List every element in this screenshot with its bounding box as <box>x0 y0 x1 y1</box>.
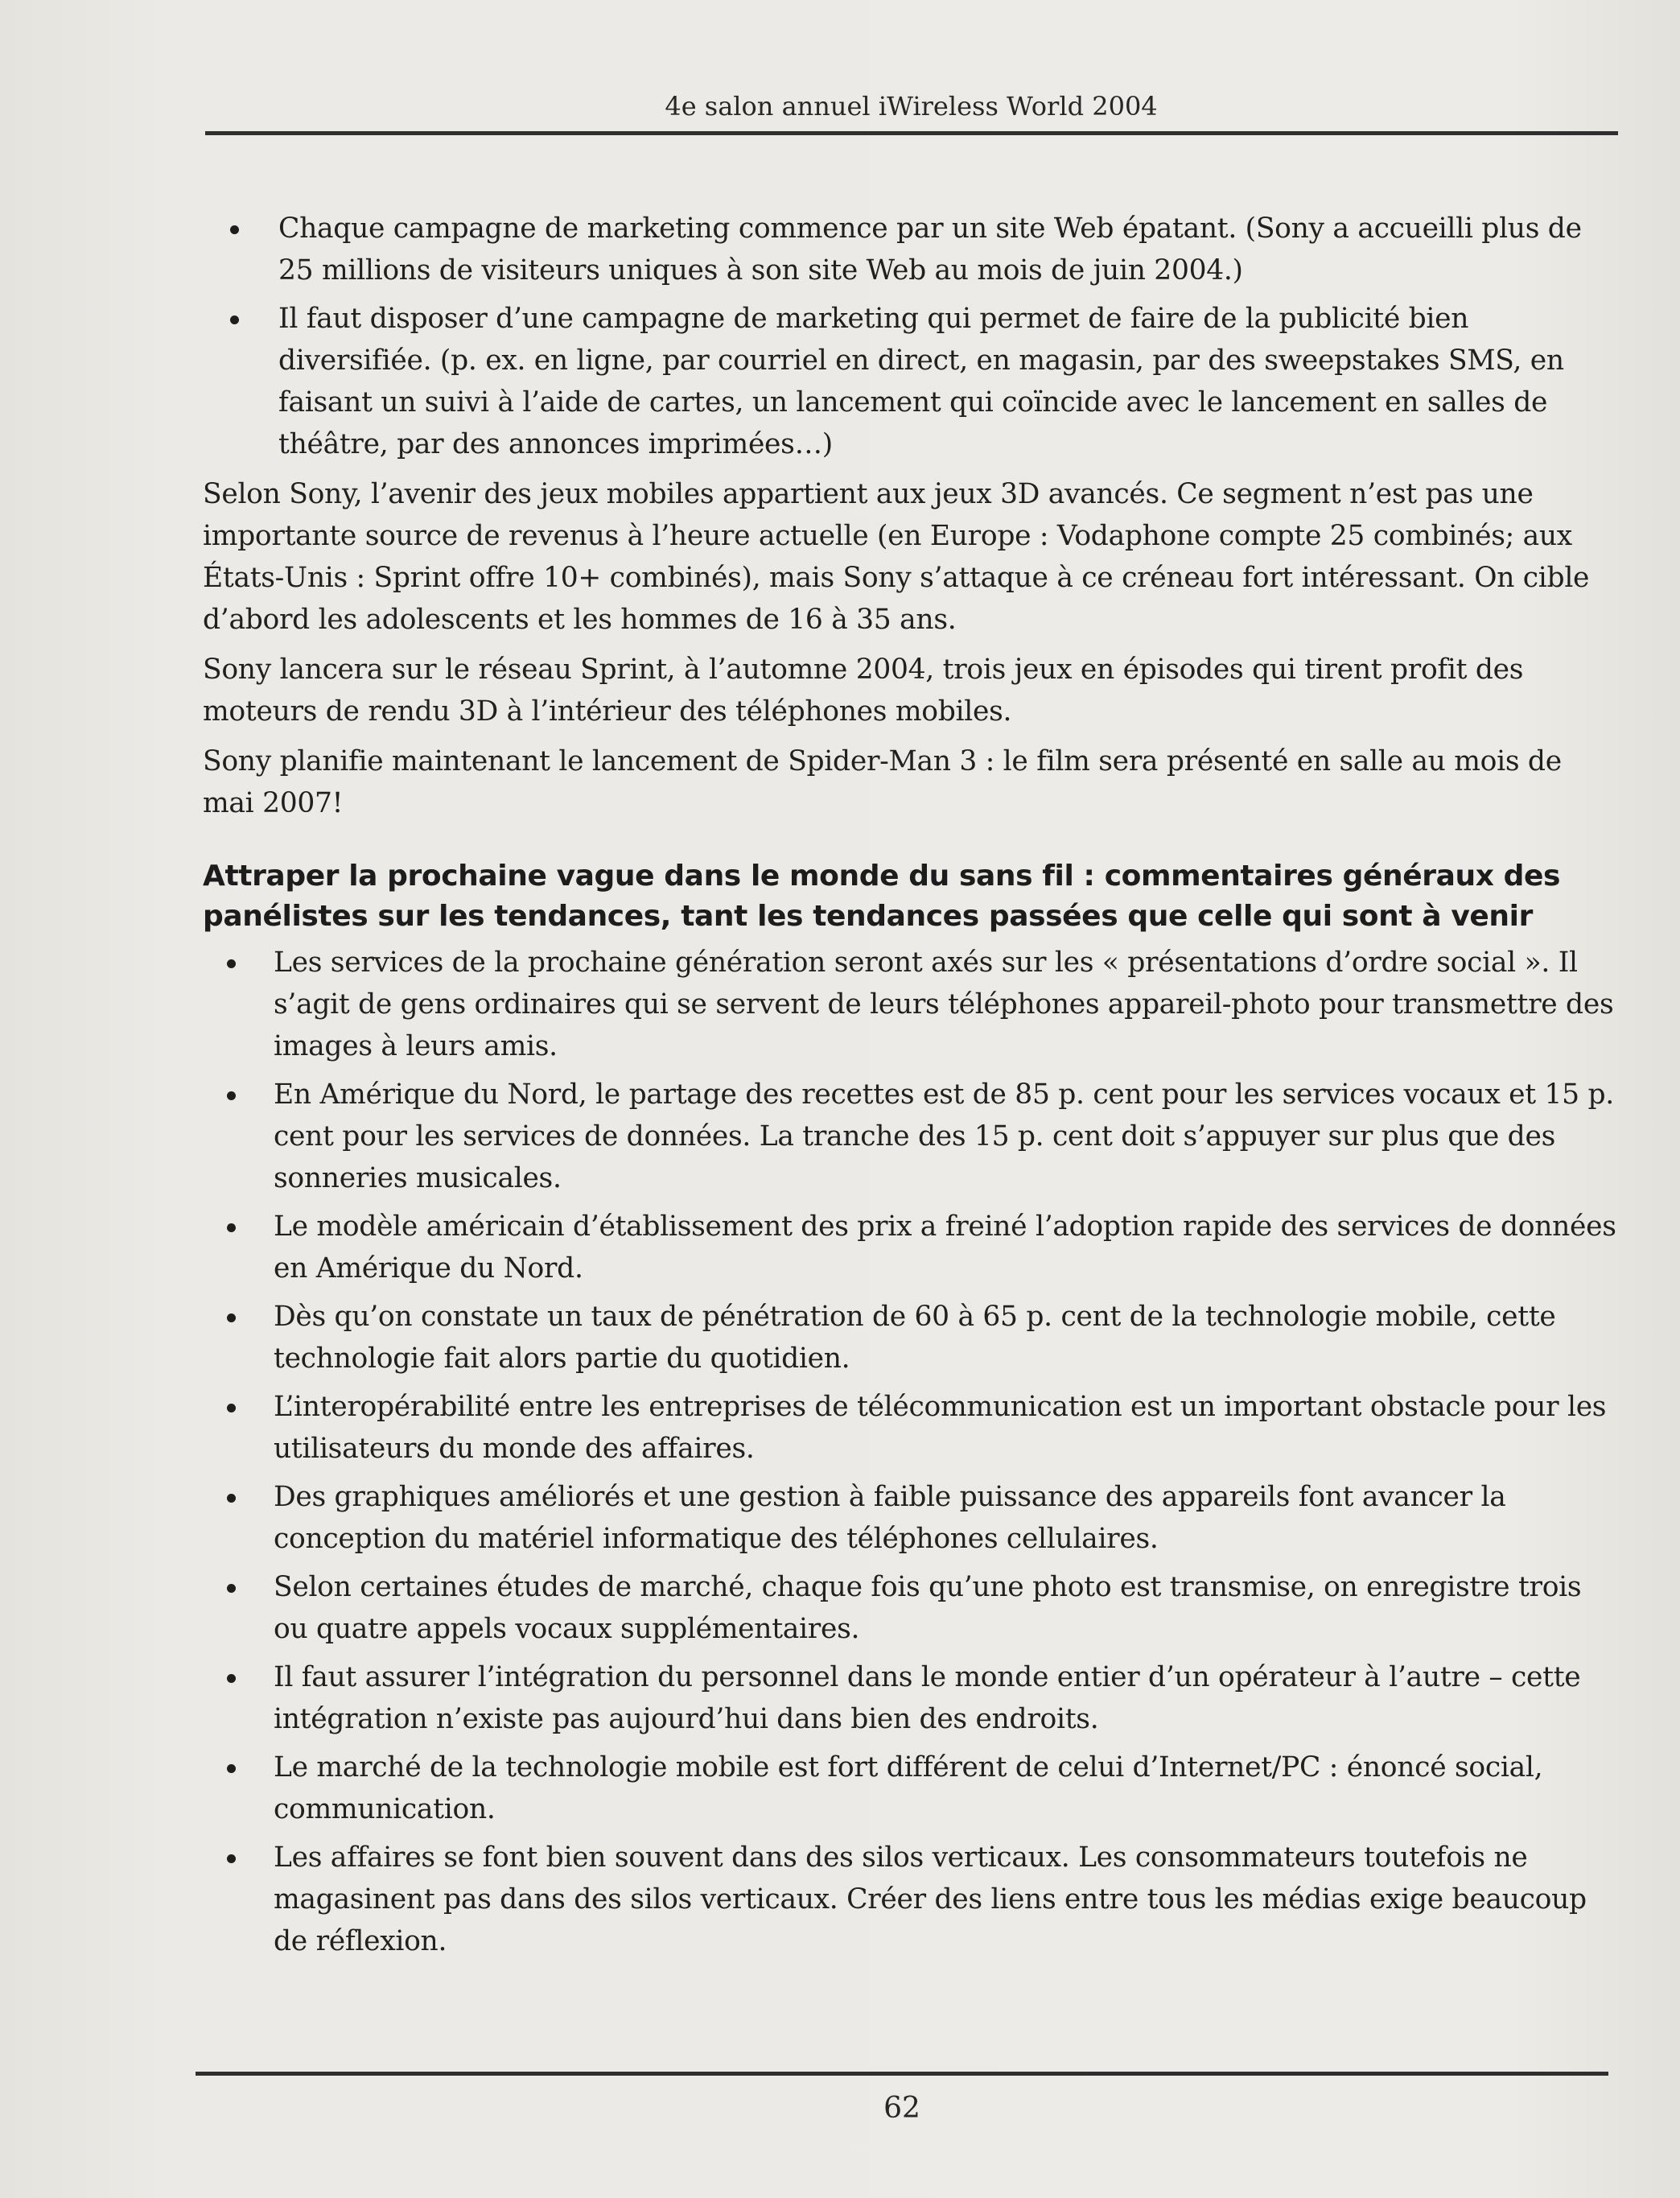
page-number: 62 <box>883 2092 920 2125</box>
list-item <box>203 1206 1619 1289</box>
list-item-text: En Amérique du Nord, le partage des recettes est de 85 p. cent pour les services vocaux et 15 p. cent pour les services de données. La tranche des 15 p. cent doit s’appuyer sur plus que des sonneries musicales. <box>274 1078 1614 1194</box>
list-item <box>203 1656 1619 1740</box>
list-item-text: Le modèle américain d’établissement des prix a freiné l’adoption rapide des services de données en Amérique du Nord. <box>274 1210 1616 1285</box>
bullet-icon <box>227 1674 236 1683</box>
header-rule <box>205 131 1618 135</box>
bullet-icon <box>227 959 236 968</box>
list-item <box>203 1746 1619 1830</box>
list-item <box>203 1837 1619 1962</box>
list-item-text: Les services de la prochaine génération seront axés sur les « présentations d’ordre social ». Il s’agit de gens ordinaires qui se servent de leurs téléphones appareil-photo pour transmettre des images à leurs amis. <box>274 946 1614 1062</box>
bullet-icon <box>227 1404 236 1412</box>
list-item <box>203 1476 1619 1560</box>
list-item <box>203 1296 1619 1379</box>
bullet-icon <box>230 315 239 324</box>
bullet-icon <box>227 1854 236 1863</box>
list-item-text: Il faut disposer d’une campagne de marketing qui permet de faire de la publicité bien diversifiée. (p. ex. en ligne, par courriel en direct, en magasin, par des sweepstakes SMS, en faisant un suivi à l’aide de cartes, un lancement qui coïncide avec le lancement en salles de théâtre, par des annonces imprimées…) <box>278 303 1564 460</box>
list-item <box>203 1386 1619 1470</box>
bullet-list-trends <box>203 942 1619 1962</box>
list-item-text: Dès qu’on constate un taux de pénétration de 60 à 65 p. cent de la technologie mobile, cette technologie fait alors partie du quotidien. <box>274 1301 1556 1375</box>
running-header: 4e salon annuel iWireless World 2004 <box>665 91 1158 122</box>
section-heading: Attraper la prochaine vague dans le monde du sans fil : commentaires généraux des panélistes sur les tendances, tant les tendances passées que celle qui sont à venir <box>203 860 1561 933</box>
bullet-icon <box>227 1313 236 1322</box>
list-item-text: Selon certaines études de marché, chaque fois qu’une photo est transmise, on enregistre trois ou quatre appels vocaux supplémentaires. <box>274 1571 1582 1645</box>
bullet-icon <box>227 1223 236 1232</box>
list-item-text: L’interopérabilité entre les entreprises de télécommunication est un important obstacle pour les utilisateurs du monde des affaires. <box>274 1391 1607 1465</box>
bullet-icon <box>227 1764 236 1773</box>
list-item-text: Le marché de la technologie mobile est fort différent de celui d’Internet/PC : énoncé social, communication. <box>274 1751 1543 1825</box>
bullet-icon <box>227 1494 236 1503</box>
bullet-list-marketing <box>203 208 1619 465</box>
list-item <box>203 298 1619 465</box>
list-item-text: Des graphiques améliorés et une gestion à faible puissance des appareils font avancer la conception du matériel informatique des téléphones cellulaires. <box>274 1481 1506 1555</box>
footer-rule <box>196 2072 1608 2076</box>
list-item <box>203 208 1619 291</box>
page-body <box>203 208 1619 1969</box>
list-item-text: Il faut assurer l’intégration du personnel dans le monde entier d’un opérateur à l’autre – cette intégration n’existe pas aujourd’hui dans bien des endroits. <box>274 1661 1581 1735</box>
list-item-text: Les affaires se font bien souvent dans des silos verticaux. Les consommateurs toutefois ne magasinent pas dans des silos verticaux. Créer des liens entre tous les médias exige beaucoup de réflexion. <box>274 1841 1587 1957</box>
paragraph: Sony lancera sur le réseau Sprint, à l’automne 2004, trois jeux en épisodes qui tirent profit des moteurs de rendu 3D à l’intérieur des téléphones mobiles. <box>203 654 1524 728</box>
list-item <box>203 1074 1619 1199</box>
paragraph: Selon Sony, l’avenir des jeux mobiles appartient aux jeux 3D avancés. Ce segment n’est pas une importante source de revenus à l’heure actuelle (en Europe : Vodaphone compte 25 combinés; aux États-Unis : Sprint offre 10+ combinés), mais Sony s’attaque à ce créneau fort intéressant. On cible d’abord les adolescents et les hommes de 16 à 35 ans. <box>203 478 1590 636</box>
bullet-icon <box>230 225 239 234</box>
paragraph: Sony planifie maintenant le lancement de Spider-Man 3 : le film sera présenté en salle au mois de mai 2007! <box>203 745 1562 819</box>
list-item <box>203 942 1619 1067</box>
list-item-text: Chaque campagne de marketing commence par un site Web épatant. (Sony a accueilli plus de 25 millions de visiteurs uniques à son site Web au mois de juin 2004.) <box>278 212 1582 287</box>
bullet-icon <box>227 1584 236 1593</box>
bullet-icon <box>227 1091 236 1100</box>
list-item <box>203 1566 1619 1650</box>
